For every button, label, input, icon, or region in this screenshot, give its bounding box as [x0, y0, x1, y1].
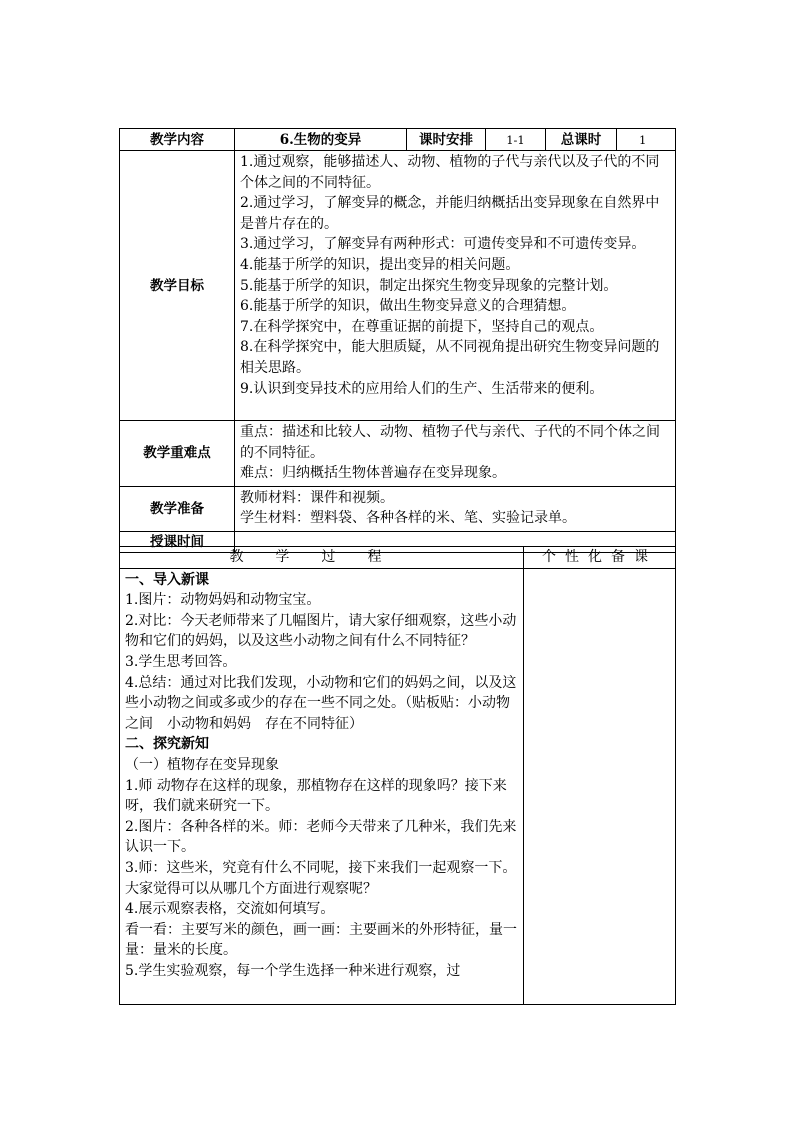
- objective-item: 9.认识到变异技术的应用给人们的生产、生活带来的便利。: [240, 380, 604, 397]
- objective-item: 1.通过观察，能够描述人、动物、植物的子代与亲代以及子代的不同个体之间的不同特征。: [240, 154, 660, 191]
- process-line: 4.总结：通过对比我们发现，小动物和它们的妈妈之间，以及这些小动物之间或多或少的存在一些不同之处。（贴板贴：小动物之间 小动物和妈妈 存在不同特征）: [125, 674, 517, 732]
- objective-item: 2.通过学习，了解变异的概念，并能归纳概括出变异现象在自然界中是普片存在的。: [240, 195, 660, 232]
- process-line: 5.学生实验观察，每一个学生选择一种米进行观察，过: [125, 962, 461, 979]
- teaching-process-table: [119, 546, 676, 1005]
- student-materials: 学生材料：塑料袋、各种各样的米、笔、实验记录单。: [240, 510, 576, 527]
- preparation-row: [120, 486, 676, 531]
- process-line: 2.图片：各种各样的米。师：老师今天带来了几种米，我们先来认识一下。: [125, 818, 517, 856]
- key-difficulty: 难点：归纳概括生物体普遍存在变异现象。: [240, 465, 506, 482]
- class-time-label: 授课时间: [120, 531, 235, 552]
- schedule-label: 课时安排: [407, 129, 486, 151]
- process-header-row: [120, 547, 676, 569]
- process-line: 看一看：主要写米的颜色，画一画：主要画米的外形特征，量一量：量米的长度。: [125, 921, 517, 959]
- content-label: 教学内容: [120, 129, 235, 151]
- objective-item: 7.在科学探究中，在尊重证据的前提下，坚持自己的观点。: [240, 318, 604, 335]
- process-line: 1.图片：动物妈妈和动物宝宝。: [125, 592, 321, 609]
- objective-item: 4.能基于所学的知识，提出变异的相关问题。: [240, 256, 520, 273]
- objectives-label: 教学目标: [120, 151, 235, 421]
- section-title: 二、探究新知: [125, 736, 209, 753]
- process-content: [120, 568, 524, 1004]
- process-line: 1.师 动物存在这样的现象，那植物存在这样的现象吗？接下来呀，我们就来研究一下。: [125, 777, 507, 815]
- objective-item: 8.在科学探究中，能大胆质疑，从不同视角提出研究生物变异问题的相关思路。: [240, 339, 660, 376]
- lesson-title: 6.生物的变异: [235, 129, 407, 151]
- personalized-prep-header: 个性化备课: [524, 547, 676, 569]
- key-points-text: [235, 421, 676, 487]
- process-line: 3.师：这些米，究竟有什么不同呢，接下来我们一起观察一下。大家觉得可以从哪几个方面进行观察呢？: [125, 859, 517, 897]
- key-points-label: 教学重难点: [120, 421, 235, 487]
- process-line: 3.学生思考回答。: [125, 653, 237, 670]
- key-points-row: [120, 421, 676, 487]
- process-header: 教学过程: [120, 547, 524, 569]
- objectives-row: [120, 151, 676, 421]
- preparation-text: [235, 486, 676, 531]
- objective-item: 5.能基于所学的知识，制定出探究生物变异现象的完整计划。: [240, 277, 618, 294]
- personalized-prep-cell[interactable]: [524, 568, 676, 1004]
- process-line: 4.展示观察表格，交流如何填写。: [125, 901, 335, 918]
- lesson-info-table: [119, 128, 676, 553]
- objective-item: 6.能基于所学的知识，做出生物变异意义的合理猜想。: [240, 298, 576, 315]
- total-value: 1: [617, 129, 676, 151]
- preparation-label: 教学准备: [120, 486, 235, 531]
- subsection-title: （一）植物存在变异现象: [125, 756, 279, 773]
- objectives-list: [235, 151, 676, 421]
- header-row: [120, 129, 676, 151]
- process-body-row: [120, 568, 676, 1004]
- objective-item: 3.通过学习，了解变异有两种形式：可遗传变异和不可遗传变异。: [240, 236, 646, 253]
- section-title: 一、导入新课: [125, 571, 209, 588]
- teacher-materials: 教师材料：课件和视频。: [240, 489, 394, 506]
- key-focus: 重点：描述和比较人、动物、植物子代与亲代、子代的不同个体之间的不同特征。: [240, 424, 660, 461]
- process-line: 2.对比：今天老师带来了几幅图片，请大家仔细观察，这些小动物和它们的妈妈，以及这些小动物之间有什么不同特征？: [125, 612, 517, 650]
- total-label: 总课时: [546, 129, 617, 151]
- schedule-value: 1-1: [486, 129, 546, 151]
